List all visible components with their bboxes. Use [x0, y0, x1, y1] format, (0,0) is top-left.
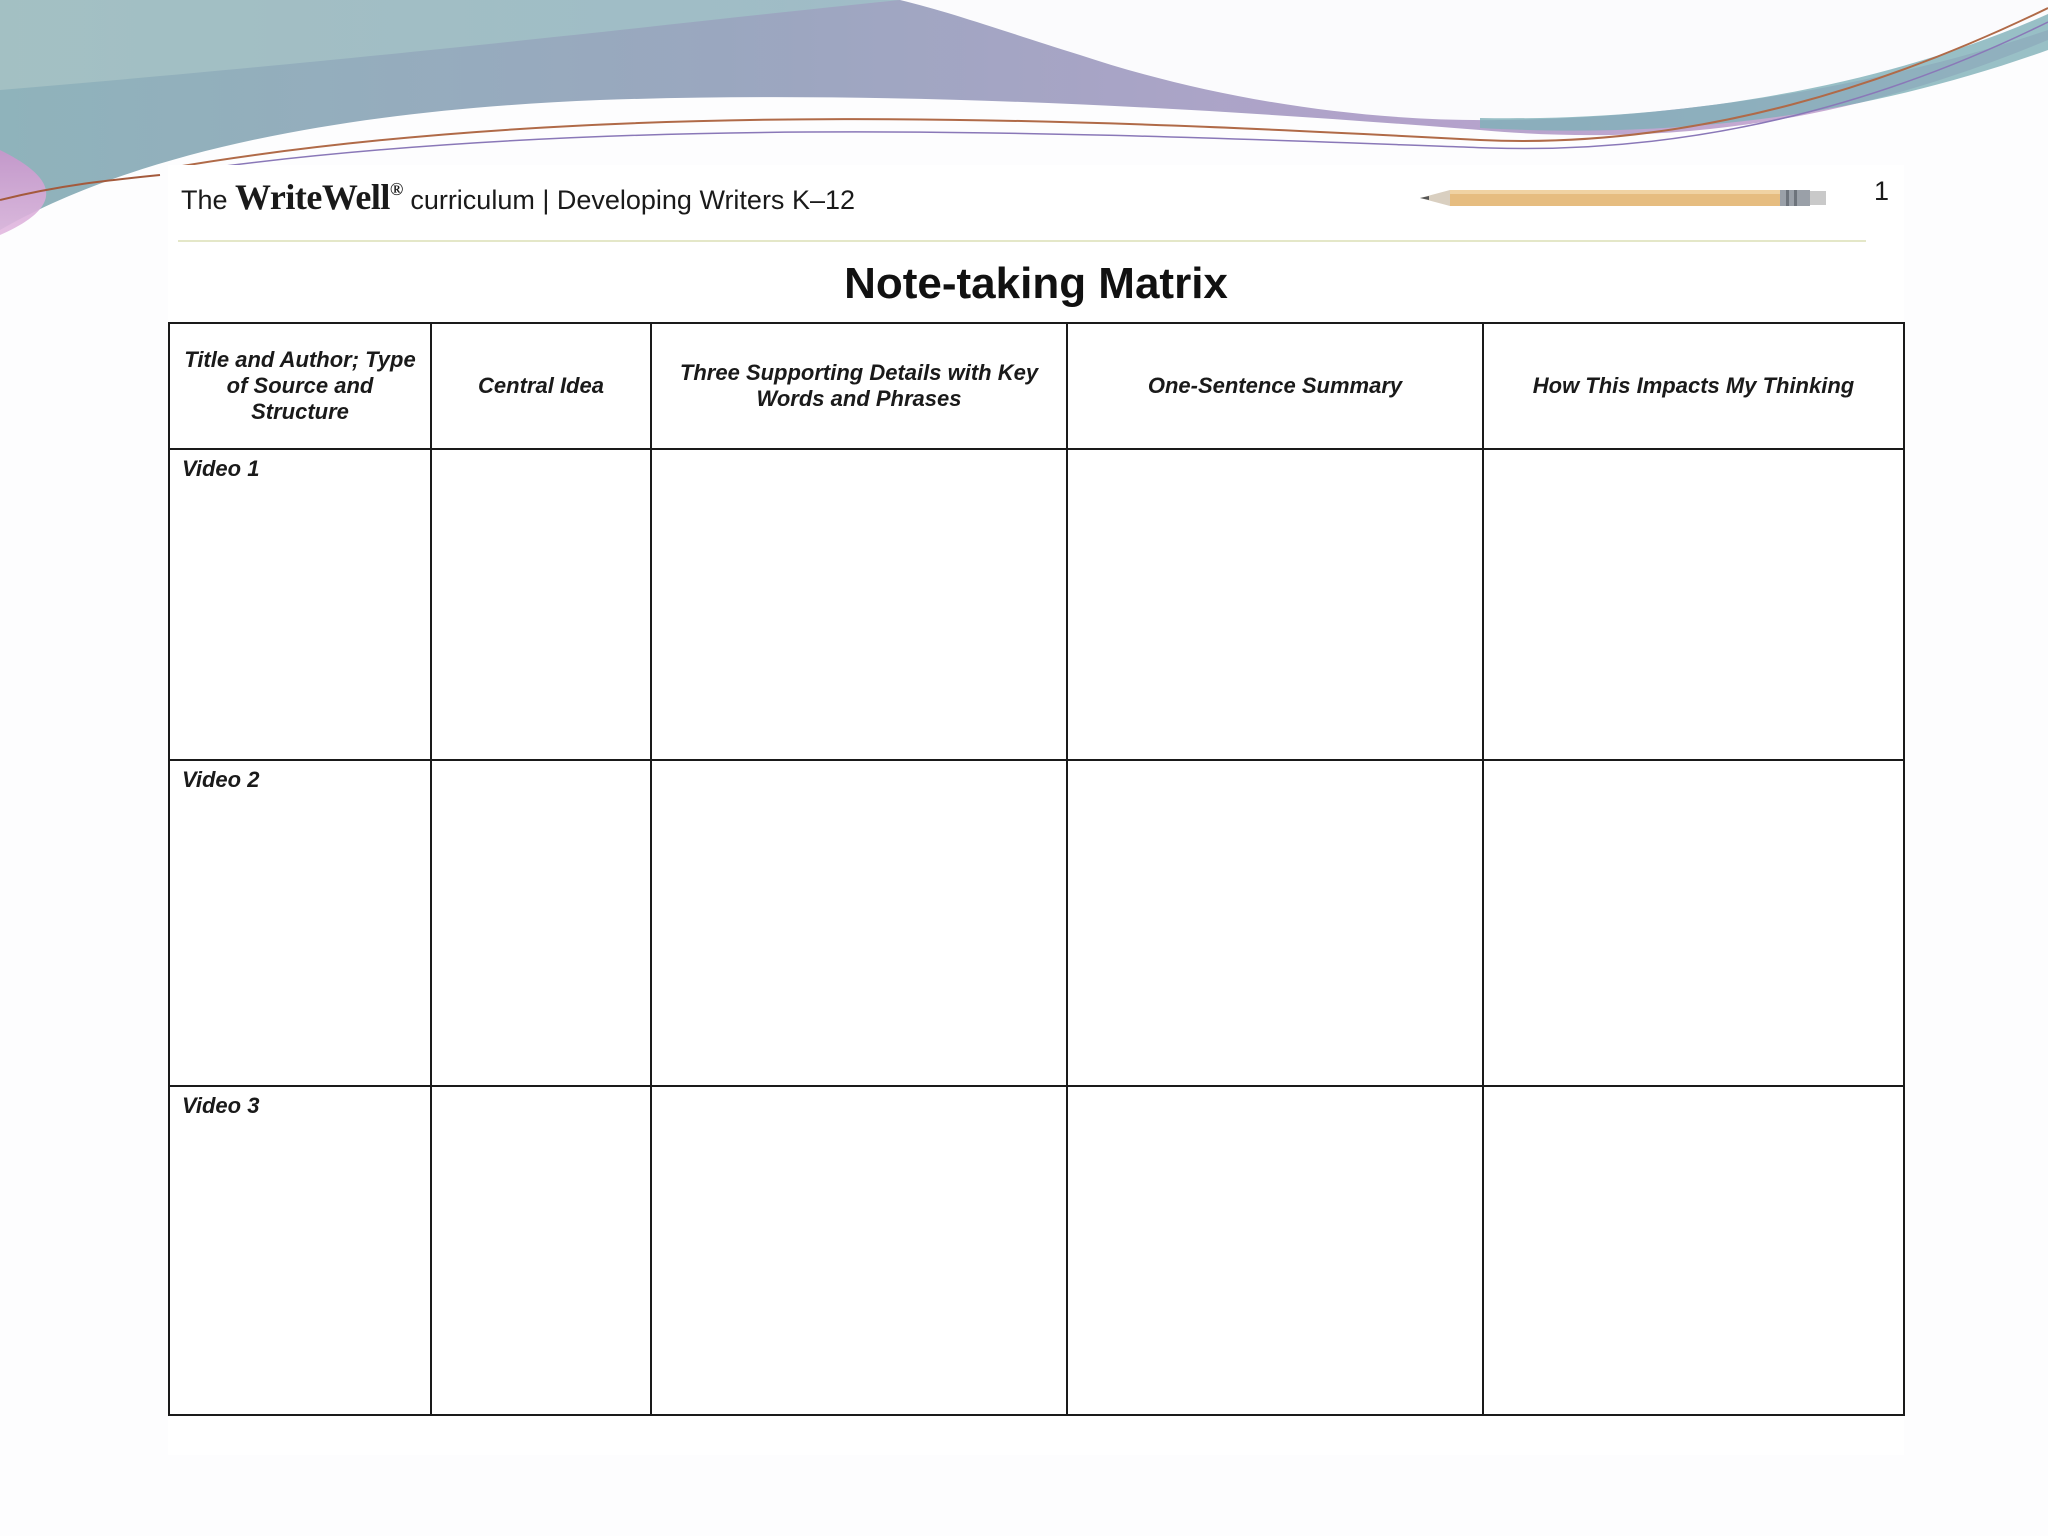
cell-impact[interactable] [1483, 1086, 1904, 1415]
page-number: 1 [1874, 176, 1890, 206]
brand-text: WriteWell [235, 177, 390, 217]
row-label: Video 3 [182, 1093, 260, 1119]
cell-summary[interactable] [1067, 1086, 1483, 1415]
registered-mark: ® [389, 179, 403, 199]
matrix-row-video-1 [169, 449, 1904, 760]
header-suffix: curriculum | Developing Writers K–12 [410, 185, 855, 215]
cell-title-author[interactable] [169, 1086, 431, 1415]
cell-impact[interactable] [1483, 760, 1904, 1087]
cell-title-author[interactable] [169, 449, 431, 760]
row-label: Video 2 [182, 766, 260, 792]
document-header [181, 176, 855, 218]
header-prefix: The [181, 185, 228, 215]
cell-supporting-details[interactable] [651, 1086, 1067, 1415]
matrix-row-video-3 [169, 1086, 1904, 1415]
cell-title-author[interactable] [169, 760, 431, 1087]
header-divider [178, 240, 1866, 242]
cell-impact[interactable] [1483, 449, 1904, 760]
document-title: Note-taking Matrix [844, 259, 1228, 308]
column-header-title-author: Title and Author; Type of Source and Structure [169, 323, 431, 449]
column-header-supporting-details: Three Supporting Details with Key Words and Phrases [651, 323, 1067, 449]
brand-name [235, 177, 403, 217]
matrix-header-row [169, 323, 1904, 449]
cell-central-idea[interactable] [431, 760, 651, 1087]
cell-supporting-details[interactable] [651, 760, 1067, 1087]
cell-summary[interactable] [1067, 449, 1483, 760]
note-taking-matrix [168, 322, 1905, 1416]
cell-central-idea[interactable] [431, 449, 651, 760]
row-label: Video 1 [182, 456, 260, 481]
pencil-icon [1420, 183, 1860, 213]
column-header-impact: How This Impacts My Thinking [1483, 323, 1904, 449]
column-header-summary: One-Sentence Summary [1067, 323, 1483, 449]
matrix-row-video-2 [169, 760, 1904, 1087]
column-header-central-idea: Central Idea [431, 323, 651, 449]
cell-supporting-details[interactable] [651, 449, 1067, 760]
cell-central-idea[interactable] [431, 1086, 651, 1415]
cell-summary[interactable] [1067, 760, 1483, 1087]
